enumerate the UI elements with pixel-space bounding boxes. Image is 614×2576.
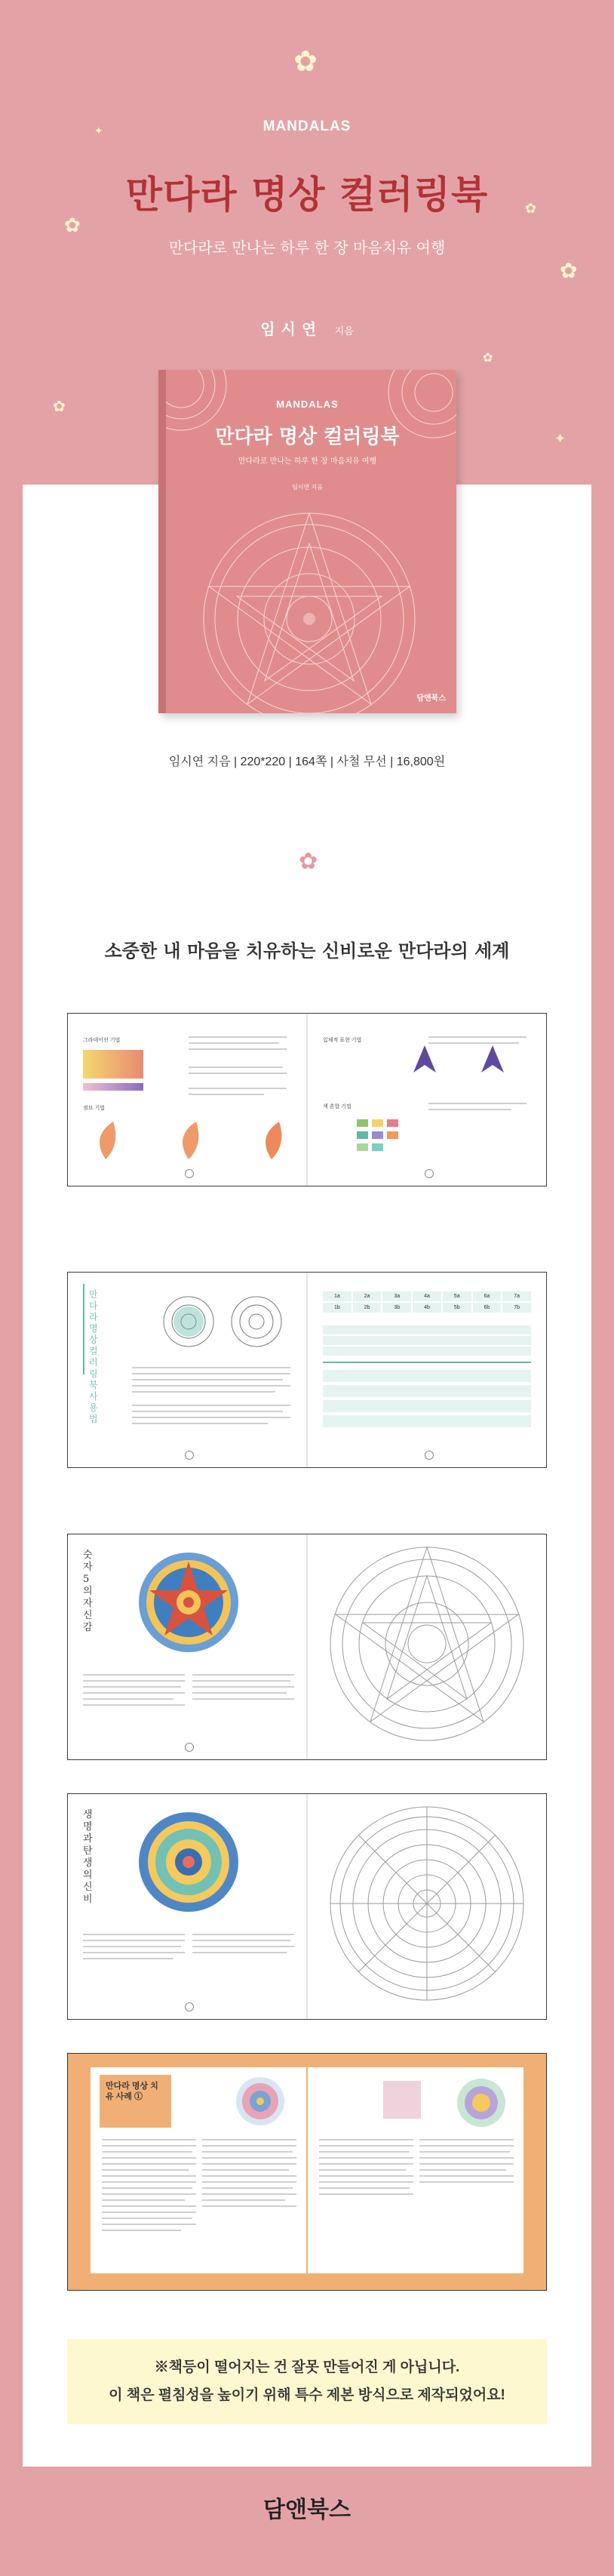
- spread-number-five: [67, 1534, 547, 1760]
- colored-mandala: [455, 2076, 508, 2129]
- colored-mandala: [136, 1809, 241, 1915]
- notice-line-2: 이 책은 펼침성을 높이기 위해 특수 제본 방식으로 제작되었어요!: [109, 2387, 505, 2403]
- book-info: 임시연 지음 | 220*220 | 164쪽 | 사철 무선 | 16,800원: [168, 756, 446, 768]
- spread-life-birth: [67, 1793, 547, 2020]
- spread-heading: 점묘 기법: [83, 1106, 105, 1111]
- color-swatch: [83, 1083, 143, 1091]
- spread-heading: 색 혼합 기법: [323, 1104, 352, 1109]
- table-cell: 1a: [323, 1291, 352, 1301]
- table-cell: 3a: [382, 1291, 411, 1301]
- table-cell: 7a: [502, 1291, 531, 1301]
- spread-healing-case: [67, 2053, 547, 2291]
- section-title: 소중한 내 마음을 치유하는 신비로운 만다라의 세계: [104, 940, 510, 962]
- page-left: [68, 1794, 306, 2019]
- table-cell: 2b: [353, 1303, 382, 1313]
- color-swatch: [83, 1050, 143, 1079]
- table-cell: 5b: [443, 1303, 471, 1313]
- book-cover: [158, 370, 456, 713]
- star-icon: ✿: [525, 201, 537, 217]
- page-right: [308, 1014, 546, 1186]
- case-title: 만다라 명상 치유 사례 ①: [106, 2082, 158, 2101]
- table-cell: 2a: [353, 1291, 382, 1301]
- page-number: [425, 1169, 434, 1178]
- page-right: [308, 1534, 546, 1759]
- star-icon: ✦: [94, 125, 103, 137]
- publisher-logo: 담앤북스: [263, 2497, 351, 2523]
- binding-notice: [67, 2339, 547, 2424]
- mandala-outline: [325, 1542, 529, 1746]
- page-left: [91, 2067, 306, 2273]
- book-publisher: 담앤북스: [416, 694, 446, 703]
- star-icon: ✿: [53, 397, 66, 415]
- hero-label: MANDALAS: [262, 118, 352, 134]
- spread-how-to-use: [67, 1272, 547, 1468]
- star-icon: ✿: [293, 45, 318, 78]
- flower-icon: ✿: [299, 849, 318, 874]
- star-icon: ✦: [554, 431, 566, 447]
- mandala-illustration: [158, 1291, 287, 1352]
- page-number: [185, 1451, 194, 1460]
- page-number: [185, 1169, 194, 1178]
- table-cell: 6a: [473, 1291, 502, 1301]
- book-subtitle: 만다라로 만나는 하루 한 장 마음치유 여행: [238, 457, 377, 466]
- color-table: [323, 1291, 531, 1313]
- page-right: [308, 1273, 546, 1467]
- table-cell: 4a: [413, 1291, 441, 1301]
- page-right: [308, 1794, 546, 2019]
- vertical-title: 만다라 명상 컬러링북 사용법: [89, 1289, 98, 1424]
- author-line: [0, 317, 614, 339]
- vertical-title: 생명과 탄생의 신비: [83, 1809, 93, 1905]
- spread-techniques: [67, 1013, 547, 1186]
- petal-illustration: [83, 1118, 294, 1163]
- leaf-illustration: [398, 1044, 527, 1074]
- star-icon: ✿: [483, 350, 493, 365]
- author-role: 지음: [334, 326, 354, 337]
- page-number: [185, 2002, 194, 2011]
- star-icon: ✿: [64, 214, 81, 237]
- spread-heading: 입체적 표현 기법: [323, 1038, 362, 1043]
- book-author: 임시연 지음: [292, 484, 323, 491]
- table-cell: 7b: [502, 1303, 531, 1313]
- page-number: [425, 1451, 434, 1460]
- star-icon: ✿: [560, 258, 578, 283]
- notice-line-1: ※책등이 떨어지는 건 잘못 만들어진 게 아닙니다.: [154, 2359, 460, 2375]
- table-cell: 1b: [323, 1303, 352, 1313]
- table-cell: 4b: [413, 1303, 441, 1313]
- hero-subtitle: 만다라로 만나는 하루 한 장 마음치유 여행: [168, 239, 446, 257]
- book-spine: [158, 370, 166, 713]
- page-left: [68, 1534, 306, 1759]
- colored-mandala: [234, 2075, 287, 2128]
- page-number: [185, 1743, 194, 1752]
- author-name: 임시연: [260, 320, 323, 338]
- book-label: MANDALAS: [276, 399, 339, 410]
- mandala-outline: [325, 1802, 529, 2005]
- page-left: [68, 1014, 306, 1186]
- page-left: [68, 1273, 306, 1467]
- vertical-title: 숫자 5의 자신감: [83, 1550, 93, 1633]
- hero-title: 만다라 명상 컬러링북: [125, 172, 489, 217]
- colored-mandala: [136, 1550, 241, 1655]
- table-cell: 5a: [443, 1291, 471, 1301]
- page-right: [308, 2067, 523, 2273]
- table-cell: 6b: [473, 1303, 502, 1313]
- spread-heading: 그라데이션 기법: [83, 1038, 121, 1043]
- table-cell: 3b: [382, 1303, 411, 1313]
- book-title: 만다라 명상 컬러링북: [215, 426, 400, 448]
